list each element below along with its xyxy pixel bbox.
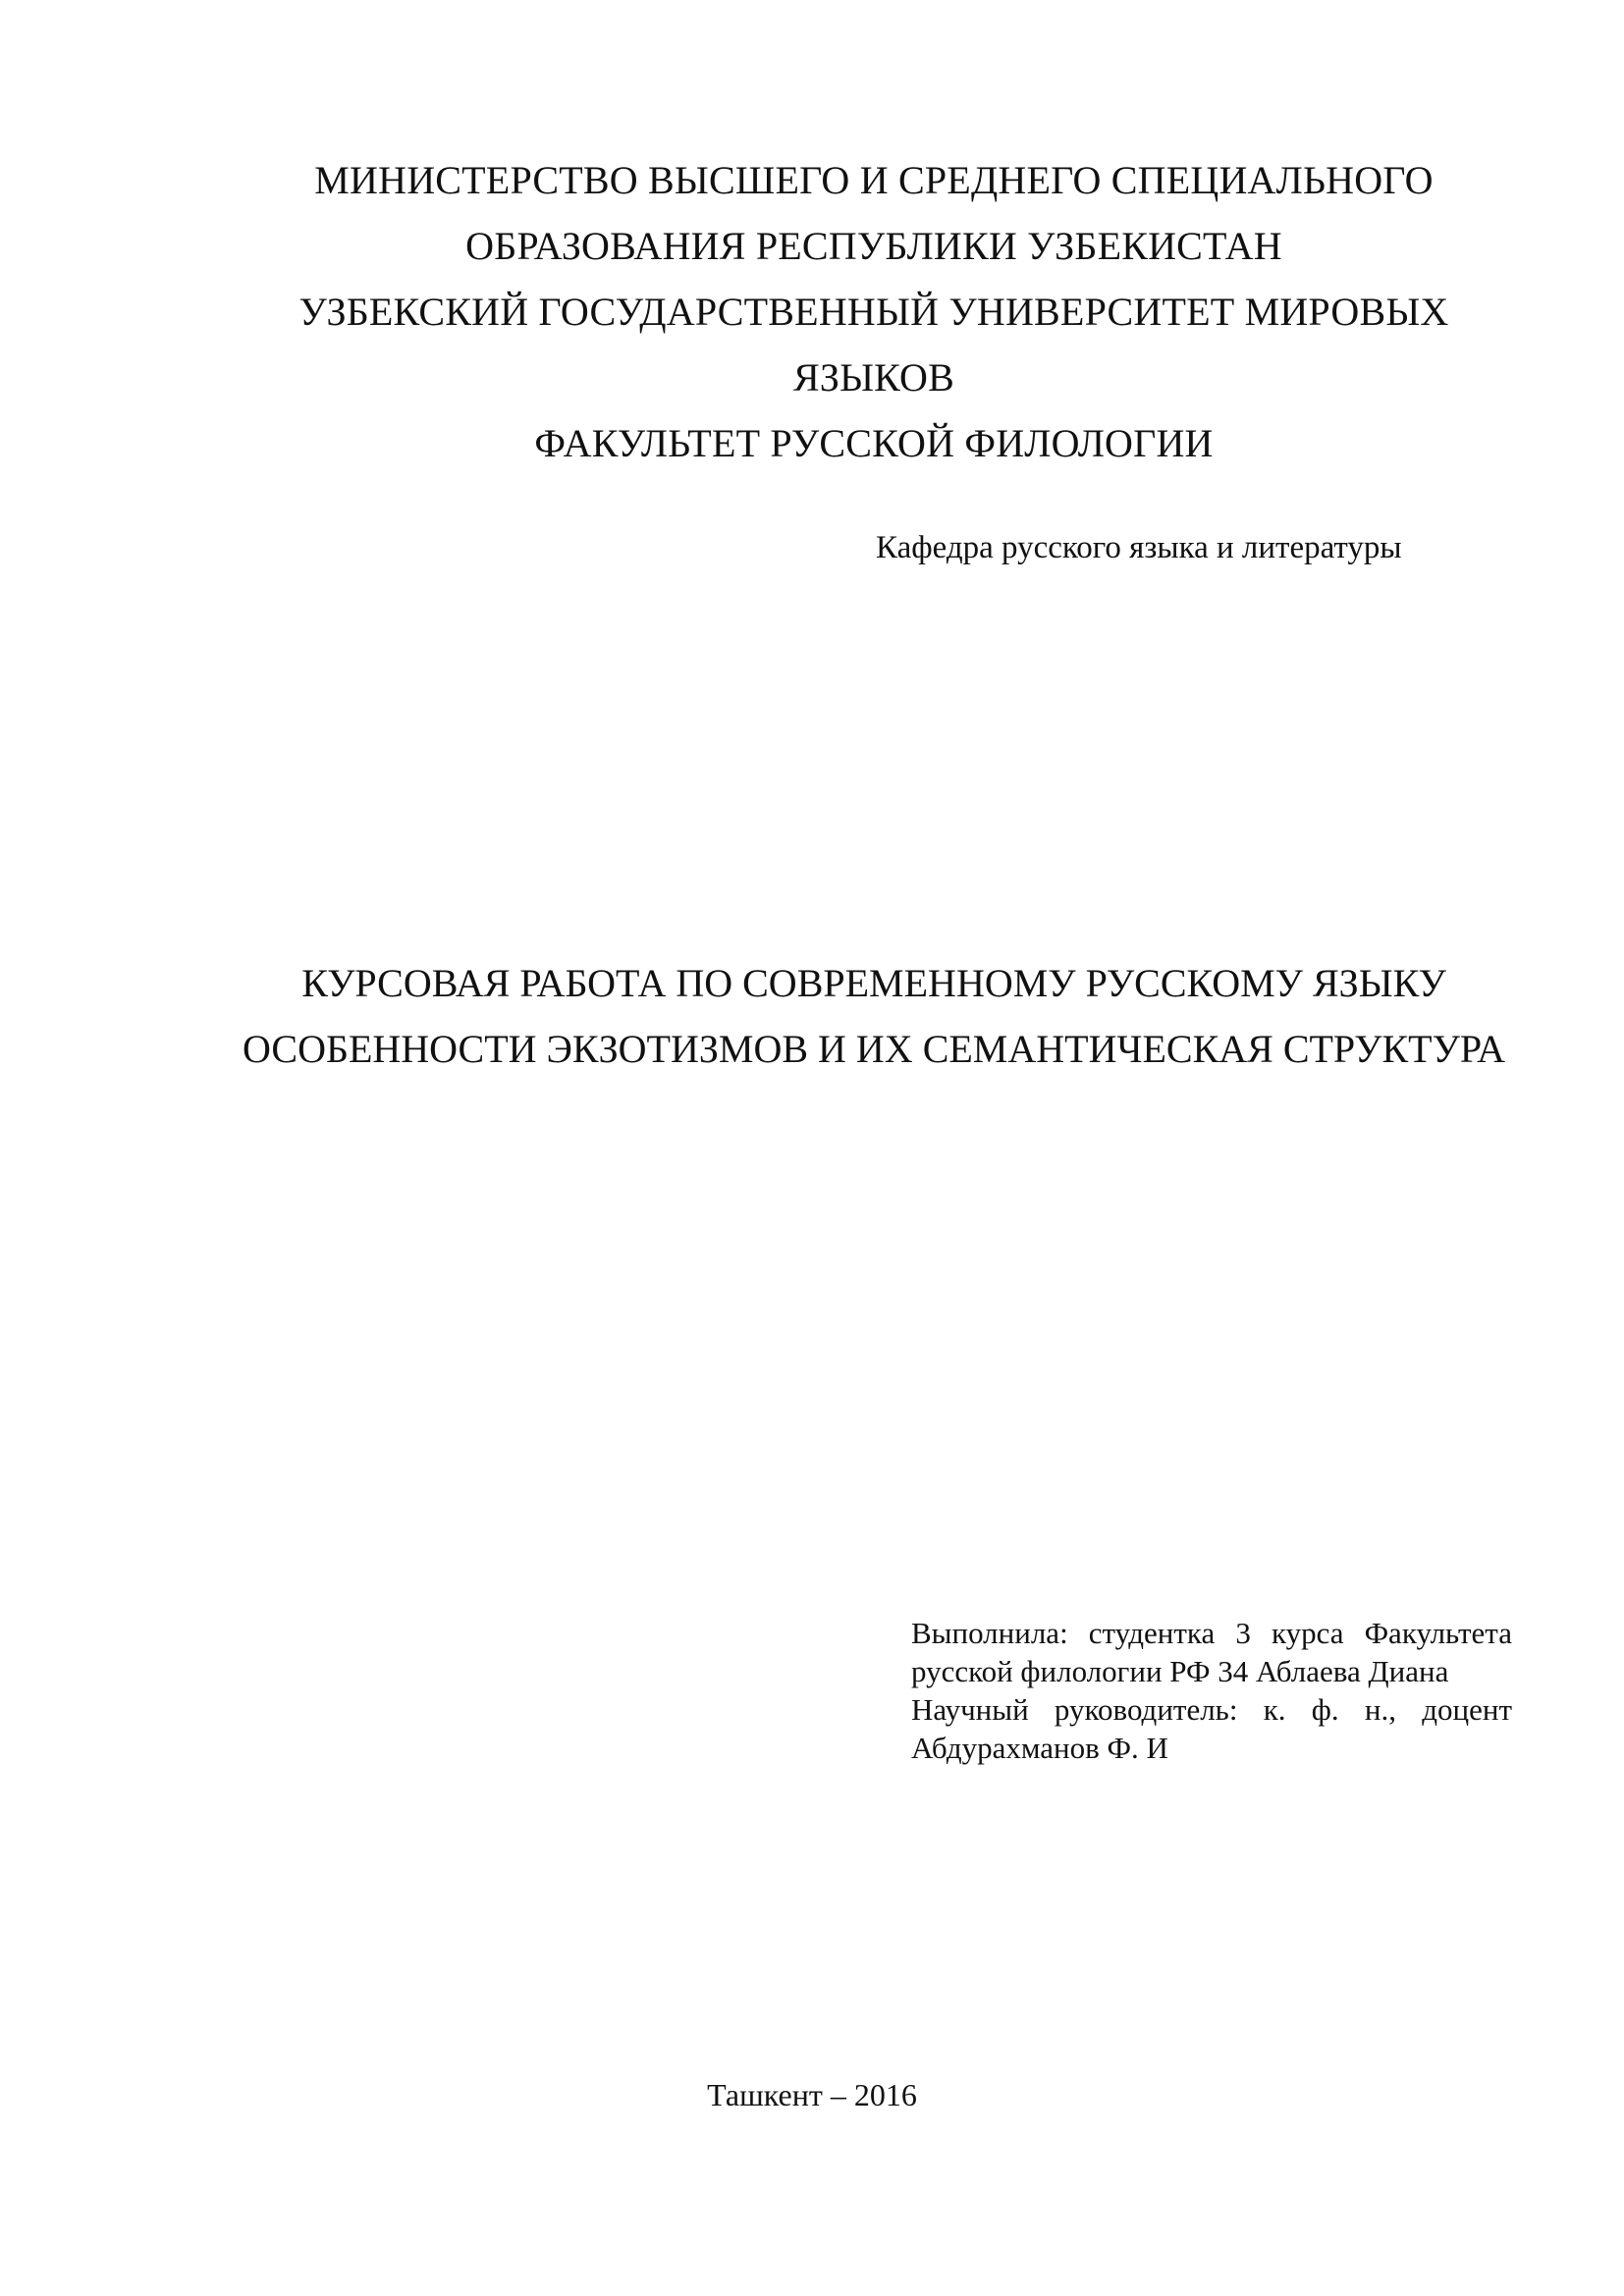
info-line-supervisor: Научный руководитель: к. ф. н., доцент — [911, 1692, 1512, 1727]
info-line-author-cont: русской филологии РФ 34 Аблаева Диана — [911, 1654, 1449, 1688]
title-line-type: КУРСОВАЯ РАБОТА ПО СОВРЕМЕННОМУ РУССКОМУ ЯЗЫКУ — [301, 961, 1446, 1005]
work-title — [196, 950, 1551, 1082]
header-line-university: УЗБЕКСКИЙ ГОСУДАРСТВЕННЫЙ УНИВЕРСИТЕТ МИРОВЫХ — [298, 290, 1449, 334]
department-label: Кафедра русского языка и литературы — [876, 530, 1402, 565]
header-line-country: ОБРАЗОВАНИЯ РЕСПУБЛИКИ УЗБЕКИСТАН — [465, 224, 1282, 268]
info-line-supervisor-cont: Абдурахманов Ф. И — [911, 1731, 1168, 1765]
author-info — [911, 1614, 1512, 1767]
header-line-ministry: МИНИСТЕРСТВО ВЫСШЕГО И СРЕДНЕГО СПЕЦИАЛЬНОГО — [314, 158, 1434, 202]
institution-header — [245, 147, 1502, 476]
header-line-university-cont: ЯЗЫКОВ — [792, 355, 955, 400]
header-line-faculty: ФАКУЛЬТЕТ РУССКОЙ ФИЛОЛОГИИ — [534, 421, 1214, 465]
title-line-topic: ОСОБЕННОСТИ ЭКЗОТИЗМОВ И ИХ СЕМАНТИЧЕСКАЯ СТРУКТУРА — [243, 1027, 1505, 1071]
info-line-author: Выполнила: студентка 3 курса Факультета — [911, 1616, 1512, 1650]
city-year: Ташкент – 2016 — [707, 2077, 917, 2112]
